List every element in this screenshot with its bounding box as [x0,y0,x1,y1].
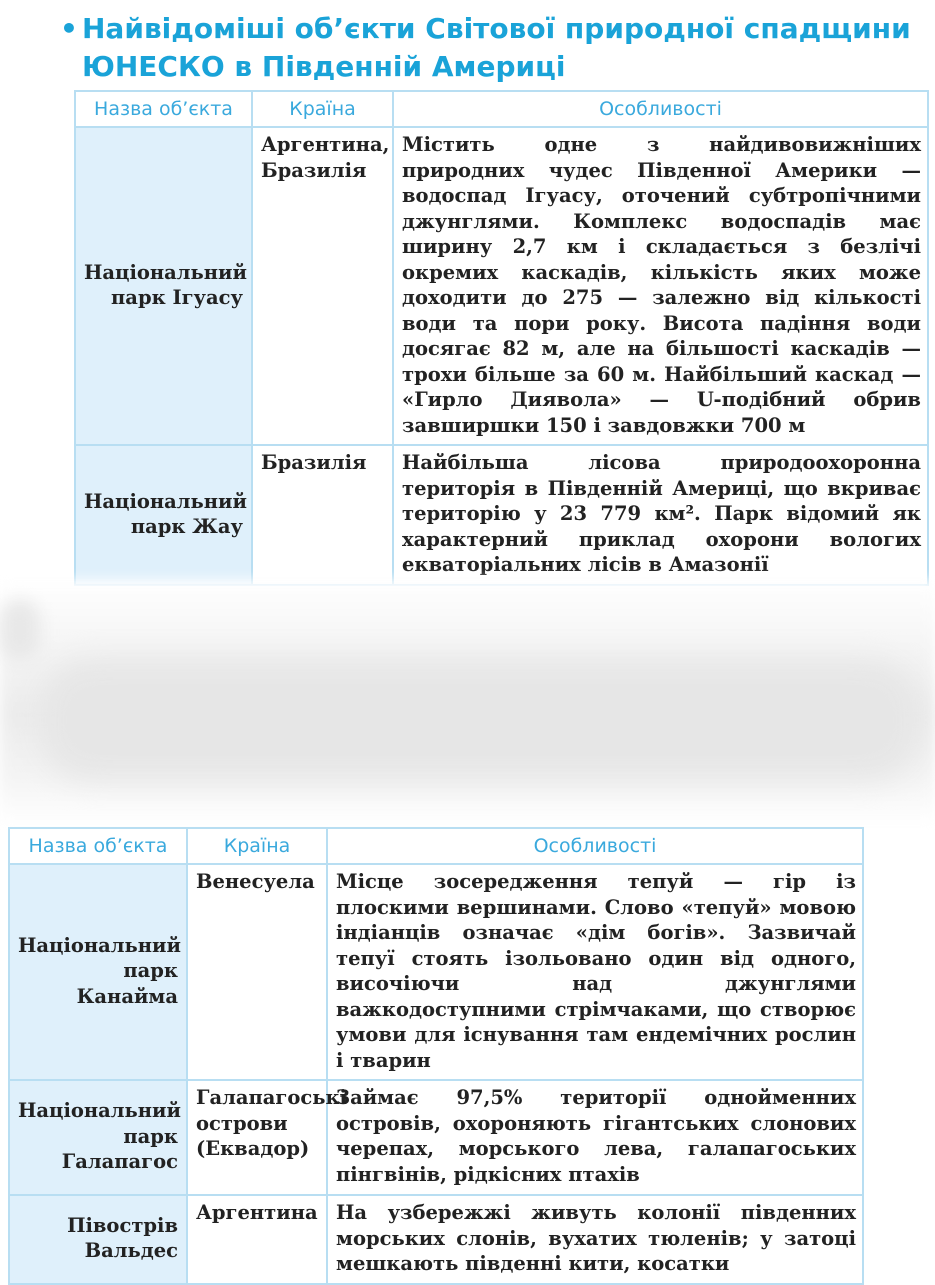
table-row [75,445,928,585]
table-row [9,1195,863,1284]
features-cell: Займає 97,5% території однойменних островів, охороняють гігантських слонових черепах, морського лева, галапагоських пінгвінів, рідкісних птахів [327,1080,863,1195]
object-name-cell: Національний парк Ігуасу [75,127,252,445]
table-header-row [9,828,863,864]
object-name-cell: Національний парк Канайма [9,864,187,1080]
features-cell: Місце зосередження тепуй — гір із плоскими вершинами. Слово «тепуй» мовою індіанців означає «дім богів». Зазвичай тепуї стоять ізольовано один від одного, височіючи над джунглями важкодоступними стрімчаками, що створює умови для існування там ендемічних рослин і тварин [327,864,863,1080]
object-name-cell: Півострів Вальдес [9,1195,187,1284]
bullet-icon: • [60,12,78,45]
object-name-cell: Національний парк Галапагос [9,1080,187,1195]
header-country: Країна [187,828,327,864]
features-cell: Найбільша лісова природоохоронна територія в Південній Америці, що вкриває територію у 23 779 км². Парк відомий як характерний приклад охорони вологих екваторіальних лісів в Амазонії [393,445,928,585]
header-features: Особливості [327,828,863,864]
country-cell: Аргентина [187,1195,327,1284]
blurred-area [0,600,40,660]
heritage-table-1 [74,90,929,586]
blurred-area [40,660,920,780]
heading-title: Найвідоміші об’єкти Світової природної спадщини ЮНЕСКО в Південній Америці [82,12,911,83]
country-cell: Венесуела [187,864,327,1080]
table-row [75,127,928,445]
country-cell: Аргентина, Бразилія [252,127,393,445]
country-cell: Галапагоські острови (Еквадор) [187,1080,327,1195]
header-object-name: Назва об’єкта [75,91,252,127]
object-name-cell: Національний парк Жау [75,445,252,585]
country-cell: Бразилія [252,445,393,585]
features-cell: Містить одне з найдивовижніших природних чудес Південної Америки — водоспад Ігуасу, оточений субтропічними джунглями. Комплекс водоспадів має ширину 2,7 км і складається з безлічі окремих каскадів, кількість яких може доходити до 275 — залежно від кількості води та пори року. Висота падіння води досягає 82 м, але на більшості каскадів — трохи більше за 60 м. Найбільший каскад — «Гирло Диявола» — U-подібний обрив завширшки 150 і завдовжки 700 м [393,127,928,445]
section-heading [60,10,922,86]
heritage-table-2 [8,827,864,1285]
header-country: Країна [252,91,393,127]
header-object-name: Назва об’єкта [9,828,187,864]
header-features: Особливості [393,91,928,127]
table-row [9,1080,863,1195]
table-header-row [75,91,928,127]
features-cell: На узбережжі живуть колонії південних морських слонів, вухатих тюленів; у затоці мешкають південні кити, косатки [327,1195,863,1284]
table-row [9,864,863,1080]
